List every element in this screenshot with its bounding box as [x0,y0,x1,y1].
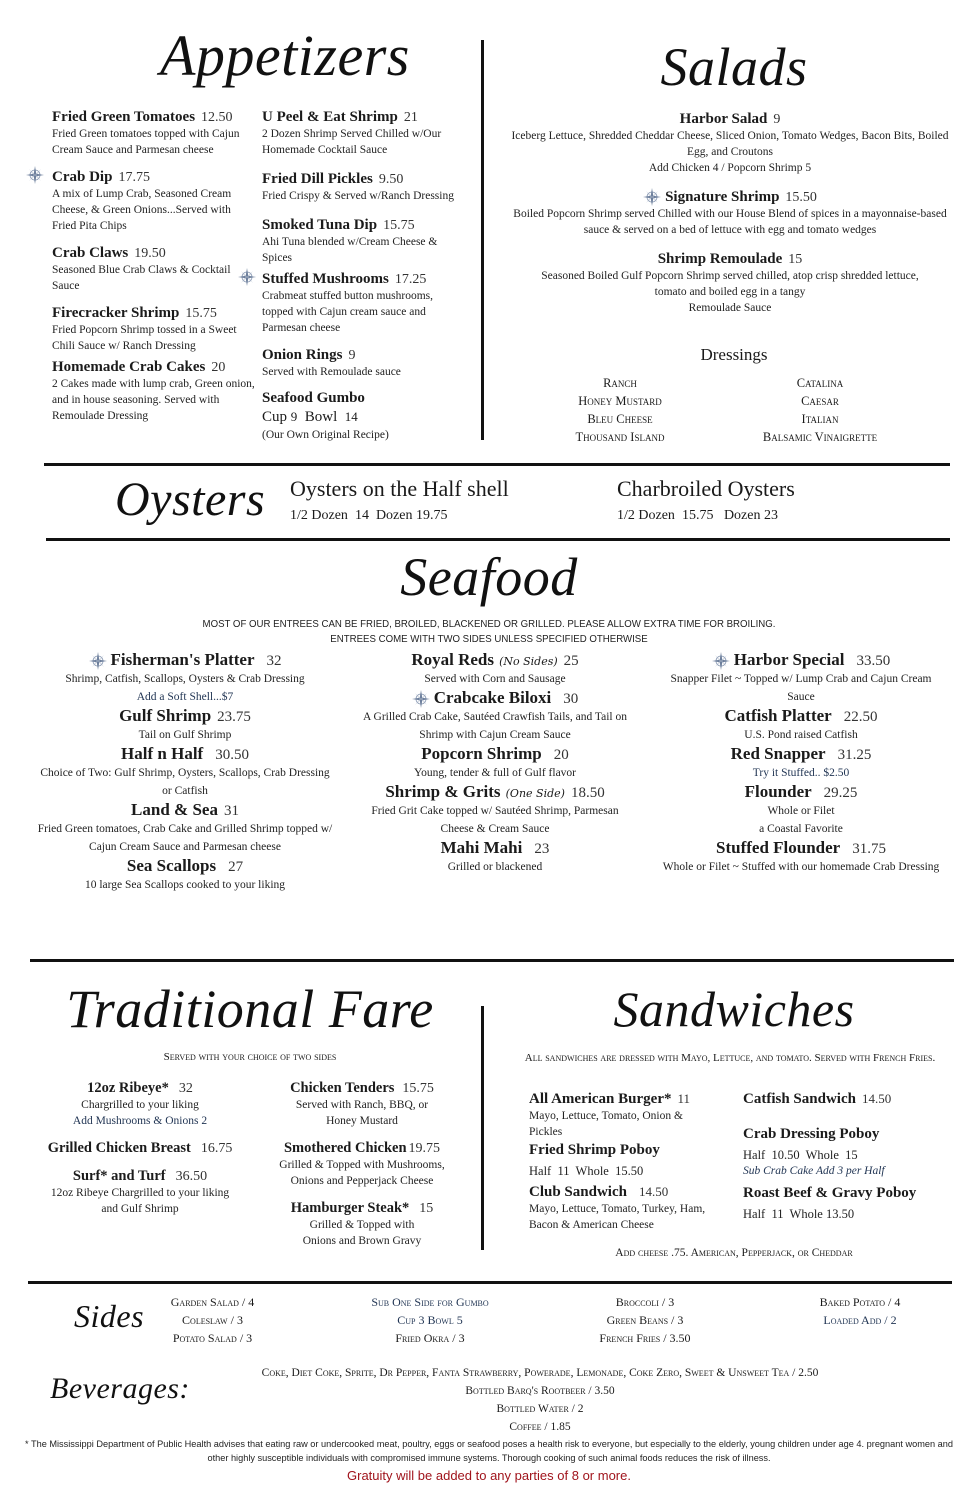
beverage-line: Coke, Diet Coke, Sprite, Dr Pepper, Fanta Strawberry, Powerade, Lemonade, Coke Zero, Sweet & Unsweet Tea / 2.50 [261,1367,819,1379]
salads-title: Salads [660,37,808,97]
oyster-item [617,476,795,524]
seafood-title: Seafood [400,547,578,607]
menu-item [262,268,462,336]
sides-column-4 [790,1293,930,1329]
menu-item: Smothered Chicken 19.75 Grilled & Topped with Mushrooms, Onions and Pepperjack Cheese [279,1140,445,1187]
menu-item: Red Snapper 31.25 Try it Stuffed.. $2.50 [656,744,946,782]
menu-item: Mahi Mahi 23 Grilled or blackened [440,838,550,873]
side-option: Fried Okra / 3 [395,1331,465,1345]
item-description: Iceberg Lettuce, Shredded Cheddar Cheese, Sliced Onion, Tomato Wedges, Bacon Bits, Boiled Egg, and Croutons [511,130,949,158]
menu-item: Fisherman's Platter 32 Shrimp, Catfish, Scallops, Oysters & Crab Dressing Add a Soft Shell...$7 [30,650,340,706]
item-description: Fried Green tomatoes topped with Cajun Cream Sauce and Parmesan cheese [52,128,240,156]
menu-item: Fried Shrimp Poboy Half 11 Whole 15.50 [529,1142,660,1178]
menu-item [52,106,257,158]
column-divider [481,40,484,440]
dressing-option: Thousand Island [575,430,665,444]
item-addon: Sub Crab Cake Add 3 per Half [743,1165,885,1177]
sandwiches-title: Sandwiches [613,981,855,1037]
menu-item: Sea Scallops 27 10 large Sea Scallops cooked to your liking [84,856,286,891]
sides-column-2 [340,1293,520,1347]
menu-item: Catfish Platter 22.50 U.S. Pond raised Catfish [724,706,878,741]
oyster-prices: 1/2 Dozen 15.75 Dozen 23 [617,508,778,523]
menu-item: Grilled Chicken Breast 16.75 [47,1140,233,1156]
beverage-line: Bottled Water / 2 [496,1403,584,1415]
menu-item: Club Sandwich 14.50 Mayo, Lettuce, Tomato, Turkey, Ham, Bacon & American Cheese [529,1184,706,1231]
menu-item: All American Burger* 11 Mayo, Lettuce, Tomato, Onion & Pickles [529,1091,691,1138]
item-name: Smoked Tuna Dip [262,217,378,233]
item-name: Oysters on the Half shell [290,476,509,501]
salads-list [500,108,960,316]
menu-item: Roast Beef & Gravy Poboy Half 11 Whole 13.50 [743,1185,917,1221]
menu-item [262,214,462,266]
menu-item: Catfish Sandwich 14.50 [743,1091,892,1107]
item-price: 17.25 [394,272,427,287]
item-description: 2 Dozen Shrimp Served Chilled w/Our Homemade Cocktail Sauce [262,128,442,156]
menu-item: Popcorn Shrimp 20 Young, tender & full of Gulf flavor [413,744,577,779]
item-name: Charbroiled Oysters [617,476,795,501]
menu-item: Shrimp Remoulade 15 Seasoned Boiled Gulf Popcorn Shrimp served chilled, atop crisp shredded lettuce, tomato and boiled egg in a tangy Remoulade Sauce [500,248,960,316]
item-price: 21 [403,110,418,125]
item-description: Ahi Tuna blended w/Cream Cheese & Spices [262,236,438,264]
dressing-option: Italian [801,412,839,426]
menu-item-gumbo [262,390,462,443]
menu-item: 12oz Ribeye* 32 Chargrilled to your liking Add Mushrooms & Onions 2 [30,1077,250,1129]
section-divider [28,1281,952,1284]
traditional-left-column [30,1077,250,1225]
compass-icon [643,188,661,206]
oyster-item [290,476,509,524]
item-description: Seasoned Boiled Gulf Popcorn Shrimp served chilled, atop crisp shredded lettuce, tomato and boiled egg in a tangy [541,270,919,298]
gumbo-prices: Cup 9 Bowl 14 [262,409,358,425]
side-option: Potato Salad / 3 [172,1331,253,1345]
sides-column-3 [575,1293,715,1347]
section-divider [30,959,954,962]
beverage-line: Bottled Barq's Rootbeer / 3.50 [465,1385,615,1397]
side-option: Broccoli / 3 [615,1295,675,1309]
menu-item: Harbor Salad 9 Iceberg Lettuce, Shredded Cheddar Cheese, Sliced Onion, Tomato Wedges, Bacon Bits, Boiled Egg, and Croutons Add Chicken 4 / Popcorn Shrimp 5 [500,108,960,176]
item-price: 9 [348,348,356,363]
traditional-fare-title: Traditional Fare [66,979,434,1039]
menu-item [52,166,257,234]
oyster-prices: 1/2 Dozen 14 Dozen 19.75 [290,508,448,523]
dressing-option: Honey Mustard [578,394,662,408]
beverages-list [160,1364,920,1436]
section-divider [44,463,950,466]
sides-column-1 [150,1293,275,1347]
item-price: 15.75 [185,306,217,321]
menu-item: Shrimp & Grits (One Side) 18.50 Fried Grit Cake topped w/ Sautéed Shrimp, Parmesan Cheese & Cream Sauce [371,782,619,835]
sides-title: Sides [74,1298,145,1334]
menu-item: Land & Sea 31 Fried Green tomatoes, Crab Cake and Grilled Shrimp topped w/ Cajun Cream Sauce and Parmesan cheese [37,800,333,853]
sandwiches-left-column [529,1088,734,1233]
dressings-title: Dressings [700,345,768,364]
menu-item: Harbor Special 33.50 Snapper Filet ~ Topped w/ Lump Crab and Cajun Cream Sauce [670,650,932,703]
appetizers-right-column [262,106,462,449]
item-name: Seafood Gumbo [262,390,365,406]
menu-item [52,356,257,424]
menu-item: Crabcake Biloxi 30 A Grilled Crab Cake, Sautéed Crawfish Tails, and Tail on Shrimp with Cajun Cream Sauce [362,688,627,741]
item-addon: Add a Soft Shell...$7 [136,691,234,703]
item-price: 19.50 [134,246,166,261]
compass-icon [412,690,430,708]
menu-item: Signature Shrimp 15.50 Boiled Popcorn Shrimp served Chilled with our House Blend of spices in a mayonnaise-based sauce & served on a bed of lettuce with egg and tomato wedges [500,186,960,238]
section-divider [46,538,950,541]
menu-item: Surf* and Turf 36.50 12oz Ribeye Chargrilled to your liking and Gulf Shrimp [50,1168,230,1215]
seafood-column-1 [30,650,340,894]
menu-item: Gulf Shrimp 23.75 Tail on Gulf Shrimp [119,706,251,741]
seafood-notes: MOST OF OUR ENTREES CAN BE FRIED, BROILED, BLACKENED OR GRILLED. PLEASE ALLOW EXTRA TIME FOR BROILING. ENTREES COME WITH TWO SIDES UNLESS SPECIFIED OTHERWISE [202,618,776,645]
compass-icon [26,166,44,184]
menu-item [52,302,257,354]
menu-item: Hamburger Steak* 15 Grilled & Topped with Onions and Brown Gravy [290,1200,434,1247]
item-description: Served with Remoulade sauce [262,366,401,378]
item-description: A mix of Lump Crab, Seasoned Cream Cheese, & Green Onions...Served with Fried Pita Chips [52,188,232,232]
item-name: Crab Claws [52,245,129,261]
item-addon: Add Mushrooms & Onions 2 [72,1115,208,1127]
menu-item [52,242,257,294]
menu-item: Crab Dressing Poboy Half 10.50 Whole 15 Sub Crab Cake Add 3 per Half [743,1126,963,1179]
item-name: U Peel & Eat Shrimp [262,109,398,125]
menu-item [262,344,462,380]
item-price: 12.50 [201,110,233,125]
item-name: Onion Rings [262,347,343,363]
appetizers-title: Appetizers [160,23,410,88]
item-name: Firecracker Shrimp [52,305,180,321]
menu-item: Chicken Tenders 15.75 Served with Ranch, BBQ, or Honey Mustard [290,1080,434,1127]
sandwiches-right-column [743,1088,963,1222]
compass-icon [238,268,256,286]
dressing-option: Ranch [603,376,637,390]
side-option: Green Beans / 3 [606,1313,684,1327]
item-addon: Add Chicken 4 / Popcorn Shrimp 5 [648,162,812,174]
item-description: (Our Own Original Recipe) [262,429,389,441]
menu-item: Half n Half 30.50 Choice of Two: Gulf Shrimp, Oysters, Scallops, Crab Dressing or Catfish [40,744,330,797]
dressing-option: Catalina [796,376,844,390]
appetizers-left-column [52,106,257,430]
menu-item: Royal Reds (No Sides) 25 Served with Corn and Sausage [411,650,579,685]
dressing-option: Bleu Cheese [587,412,653,426]
compass-icon [712,652,730,670]
column-divider [481,1006,484,1250]
item-description: Fried Crispy & Served w/Ranch Dressing [262,190,454,202]
item-price: 20 [211,360,226,375]
side-option: Loaded Add / 2 [823,1313,897,1327]
dressing-option: Balsamic Vinaigrette [762,430,878,444]
dressings-right-list [730,374,910,446]
traditional-right-column [262,1077,462,1257]
beverage-line: Coffee / 1.85 [509,1421,571,1433]
item-name: Stuffed Mushrooms [262,271,389,287]
seafood-column-2 [340,650,650,876]
item-description: 2 Cakes made with lump crab, Green onion, and in house seasoning. Served with Remoulade Dressing [52,378,255,422]
side-option: Baked Potato / 4 [819,1295,901,1309]
item-addon: Try it Stuffed.. $2.50 [752,767,850,779]
item-description: Seasoned Blue Crab Claws & Cocktail Sauce [52,264,231,292]
item-description: Crabmeat stuffed button mushrooms, topped with Cajun cream sauce and Parmesan cheese [262,290,433,334]
menu-item: Stuffed Flounder 31.75 Whole or Filet ~ Stuffed with our homemade Crab Dressing [662,838,940,873]
side-option: Garden Salad / 4 [170,1295,255,1309]
side-option: French Fries / 3.50 [599,1331,691,1345]
side-option: Sub One Side for Gumbo [371,1295,489,1309]
item-price: 17.75 [118,170,150,185]
health-disclaimer: * The Mississippi Department of Public Health advises that eating raw or undercooked meat, poultry, eggs or seafood poses a health risk to everyone, but especially to the elderly, young children under age 4. pregnant women and other highly susceptible individuals with compromised immune systems. Thorough cooking of such animal foods reduces the risk of illness. [25,1439,953,1463]
menu-item [262,168,462,204]
dressing-option: Caesar [801,394,839,408]
item-description: Fried Popcorn Shrimp tossed in a Sweet Chili Sauce w/ Ranch Dressing [52,324,237,352]
menu-item: Flounder 29.25 Whole or Filet a Coastal Favorite [744,782,858,835]
item-name: Crab Dip [52,169,113,185]
gratuity-notice: Gratuity will be added to any parties of 8 or more. [347,1468,631,1483]
item-price: 15.75 [383,218,415,233]
beverages-title: Beverages: [50,1372,190,1405]
compass-icon [89,652,107,670]
item-name: Homemade Crab Cakes [52,359,206,375]
item-name: Fried Dill Pickles [262,171,373,187]
dressings-left-list [540,374,700,446]
oysters-title: Oysters [115,473,266,526]
item-price: 9.50 [378,172,404,187]
seafood-column-3 [656,650,946,876]
item-description: Boiled Popcorn Shrimp served Chilled with our House Blend of spices in a mayonnaise-based sauce & served on a bed of lettuce with egg and tomato wedges [513,208,947,236]
side-option: Cup 3 Bowl 5 [397,1313,463,1327]
sandwiches-footer: Add cheese .75. American, Pepperjack, or Cheddar [615,1247,853,1259]
item-name: Fried Green Tomatoes [52,109,196,125]
sandwiches-subtitle: All sandwiches are dressed with Mayo, Lettuce, and tomato. Served with French Fries. [524,1052,936,1064]
traditional-fare-subtitle: Served with your choice of two sides [163,1051,337,1063]
side-option: Coleslaw / 3 [182,1313,243,1327]
menu-item [262,106,462,158]
